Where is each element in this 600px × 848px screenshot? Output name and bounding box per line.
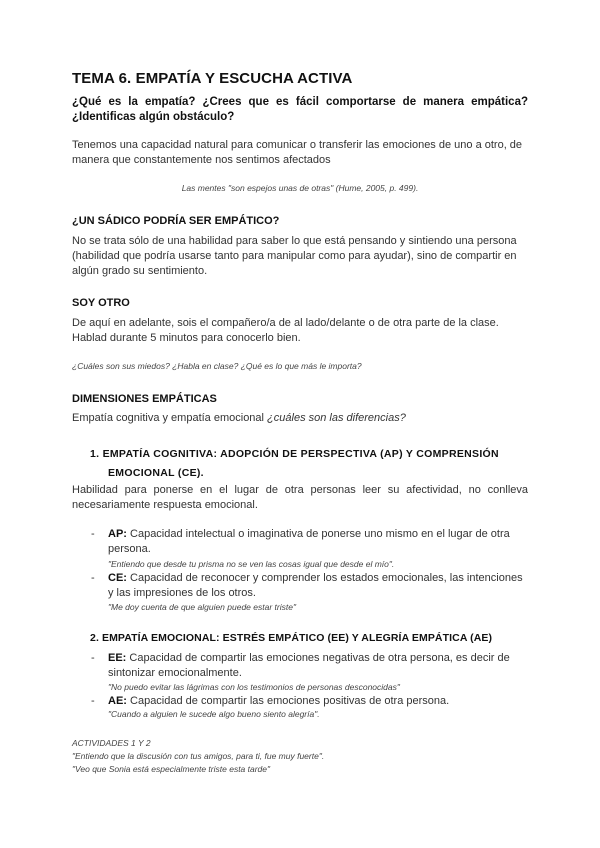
cognitiva-heading-line2: EMOCIONAL (CE). [108,467,204,479]
page-title: TEMA 6. EMPATÍA Y ESCUCHA ACTIVA [72,70,353,87]
sadico-heading: ¿UN SÁDICO PODRÍA SER EMPÁTICO? [72,215,280,227]
ee-label: EE: [108,652,127,664]
sadico-paragraph: No se trata sólo de una habilidad para saber lo que está pensando y sintiendo una persona (habilidad que podría usarse tanto para manipular como para ayudar), sino de compartir en algún grado su sentimiento. [72,235,517,277]
soy-otro-questions: ¿Cuáles son sus miedos? ¿Habla en clase? ¿Qué es lo que más le importa? [72,361,362,371]
dimensiones-paragraph [72,411,528,426]
actividades-heading: ACTIVIDADES 1 Y 2 [72,738,151,748]
ce-text: Capacidad de reconocer y comprender los estados emocionales, las intenciones y las impresiones de los otros. [108,572,523,599]
list-bullet: - [91,652,95,664]
intro-question: ¿Qué es la empatía? ¿Crees que es fácil comportarse de manera empática? ¿Identificas algún obstáculo? [72,96,528,123]
ce-label: CE: [108,572,127,584]
list-item-ap [108,527,528,557]
list-bullet: - [91,695,95,707]
ap-text: Capacidad intelectual o imaginativa de ponerse uno mismo en el lugar de otra persona. [108,528,510,555]
ee-quote: "No puedo evitar las lágrimas con los testimonios de personas desconocidas" [108,682,400,692]
ae-quote: "Cuando a alguien le sucede algo bueno siento alegría". [108,709,320,719]
dimensiones-heading: DIMENSIONES EMPÁTICAS [72,393,217,405]
actividades-quote-2: "Veo que Sonia está especialmente triste esta tarde" [72,764,271,774]
ap-quote: "Entiendo que desde tu prisma no se ven las cosas igual que desde el mío". [108,559,395,569]
ee-text: Capacidad de compartir las emociones negativas de otra persona, es decir de sintonizar emocionalmente. [108,652,510,679]
ae-text: Capacidad de compartir las emociones positivas de otra persona. [126,695,450,707]
ce-quote: "Me doy cuenta de que alguien puede estar triste" [108,602,296,612]
list-item-ae [108,694,528,709]
cognitiva-heading [90,445,530,483]
emocional-heading: 2. EMPATÍA EMOCIONAL: ESTRÉS EMPÁTICO (EE) Y ALEGRÍA EMPÁTICA (AE) [90,632,493,644]
dimensiones-question: ¿cuáles son las diferencias? [267,412,406,424]
ap-label: AP: [108,528,127,540]
cognitiva-paragraph: Habilidad para ponerse en el lugar de otra personas leer su afectividad, no conlleva necesariamente respuesta emocional. [72,484,528,511]
dimensiones-text: Empatía cognitiva y empatía emocional [72,412,268,424]
ae-label: AE: [108,695,127,707]
list-item-ee [108,651,528,681]
list-item-ce [108,571,530,601]
soy-otro-paragraph: De aquí en adelante, sois el compañero/a de al lado/delante o de otra parte de la clase. Hablad durante 5 minutos para conocerlo bien. [72,317,499,344]
hume-quote: Las mentes "son espejos unas de otras" (Hume, 2005, p. 499). [181,183,419,193]
list-bullet: - [91,528,95,540]
list-bullet: - [91,572,95,584]
actividades-quote-1: "Entiendo que la discusión con tus amigos, para ti, fue muy fuerte". [72,751,325,761]
soy-otro-heading: SOY OTRO [72,297,130,309]
intro-paragraph: Tenemos una capacidad natural para comunicar o transferir las emociones de uno a otro, de manera que constantemente nos sentimos afectados [72,139,523,166]
cognitiva-heading-line1: 1. EMPATÍA COGNITIVA: ADOPCIÓN DE PERSPECTIVA (AP) Y COMPRENSIÓN [90,448,499,460]
